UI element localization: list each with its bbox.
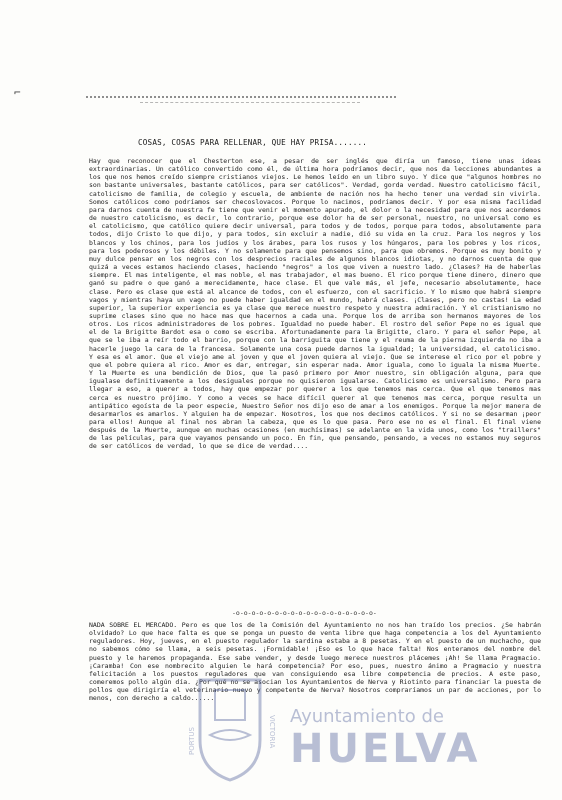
body-section-1	[89, 157, 541, 451]
paragraph-2: NADA SOBRE EL MERCADO. Pero es que los de la Comisión del Ayuntamiento no nos han traído los precios. ¿Se habrán olvidado? Lo que hace falta es que se ponga un puesto de venta libre que haga competencia a los del Ayuntamiento reguladores. Hoy, jueves, en el puesto regulador la sardina estaba a 8 pesetas. Y en el puesto de un muchacho, que no sabemos cómo se llama, a seis pesetas. ¡Formidable! ¡Eso es lo que hace falta! Nos enteramos del nombre del puesto y le haremos propaganda. Ese sabe vender, y desde luego merece nuestros plácemes ¡Ah! Se llama Pragmacio. ¡Caramba! Con ese nombrecito alguien le hará competencia? Por eso, pues, nuestro ánimo a Pragmacio y nuestra felicitación a los puestos reguladores que van consiguiendo esa libre competencia de precios. A este paso, comeremos pollo algún día. ¿Por qué no se asocian los Ayuntamientos de Nerva y Riotinto para financiar la puesta de pollos que dirigiría el veterinario nuevo y competente de Nerva? Nosotros compraríamos un par de acciones, por lo menos, con derecho a caldo......	[89, 621, 541, 703]
smudge-line-2	[140, 102, 360, 106]
watermark-line-2: HUELVA	[290, 726, 481, 772]
separator-line: -o-o-o-o-o-o-o-o-o-o-o-o-o-o-o-o-o-o-	[232, 609, 377, 617]
watermark-line-1: Ayuntamiento de	[290, 706, 444, 727]
document-title: COSAS, COSAS PARA RELLENAR, QUE HAY PRISA.......	[138, 138, 368, 147]
seal-text-right: VICTORIA	[268, 715, 276, 749]
body-section-2	[89, 621, 541, 703]
paragraph-1: Hay que reconocer que el Chesterton ese, a pesar de ser inglés que diría un famoso, tiene unas ideas extraordinarias. Un católico convertido como él, de última hora podríamos decir, que nos da lecciones abundantes a los que nos hemos creído siempre cristianos viejos. Le hemos leído en un libro suyo. Y dice que "algunos hombres no son bastante universales, bastante católicos, para ser católicos". Verdad, gorda verdad. Nuestro catolicismo fácil, catolicismo de familia, de colegio y escuela, de ambiente de nación nos ha hecho tener una verdad sin vivirla. Somos católicos como podríamos ser checoslovacos. Porque lo nacimos, podríamos decir. Y por esa misma facilidad para darnos cuenta de nuestra fe tiene que venir el momento apurado, el dolor o la necesidad para que nos acordemos de nuestro catolicismo, es decir, lo contrario, porque ese dolor ha de ser personal, nuestro, no universal como es el catolicismo, que católico quiere decir universal, para todos y de todos, porque para todos, absolutamente para todos, dijo Cristo lo que dijo, y para todos, sin excluir a nadie, dió su vida en la cruz. Para los negros y los blancos y los chinos, para los judíos y los árabes, para los rusos y los húngaros, para los pobres y los ricos, para los poderosos y los débiles. Y no solamente para que pensemos sino, para que obremos. Porque es muy bonito y muy dulce pensar en los negros con los desprecios raciales de algunos blancos idiotas, y no darnos cuenta de que quizá a veces estamos haciendo clases, haciendo "negros" a los que viven a nuestro lado. ¿Clases? Ha de haberlas siempre. El mas inteligente, el mas noble, el mas trabajador, el mas bueno. El rico porque tiene dinero, dinero que ganó su padre o que ganó a merecidamente, hace clase. El que vale más, el jefe, necesario absolutamente, hace clase. Pero es clase que está al alcance de todos, con el esfuerzo, con el sacrificio. Y lo mismo que habrá siempre vagos y mientras haya un vago no puede haber igualdad en el mundo, habrá clases. ¡Clases, pero no castas! La edad superior, la superior experiencia es ya clase que merece nuestro respeto y nuestra admiración. Y el cristianismo no suprime clases sino que no hace mas que hacernos a cada una. Porque los de arriba son hermanos mayores de los otros. Los ricos administradores de los pobres. Igualdad no puede haber. El rostro del señor Pepe no es igual que el de la Brigitte Bardot esa o como se escriba. Afortunadamente para la Brigitte, claro. Y para el señor Pepe, al que se le iba a reír todo el barrio, porque con la barriguita que tiene y el reuma de la pierna izquierda no iba a hacerle juego la cara de la francesa. Solamente una cosa puede darnos la igualdad; la universidad, el catolicismo. Y esa es el amor. Que el viejo ame al joven y que el joven quiera al viejo. Que se interese el rico por el pobre y que el pobre quiera al rico. Amor es dar, entregar, sin esperar nada. Amor iguala, como lo iguala la misma Muerte. Y la Muerte es una bendición de Dios, que la pasó primero por Amor nuestro, sin obligación alguna, para que igualase definitivamente a los desiguales porque no quisieron igualarse. Catolicismo es universalismo. Pero para llegar a eso, a querer a todos, hay que empezar por querer a los que tenemos mas cerca. Que el que tenemos mas cerca es nuestro prójimo. Y como a veces se hace difícil querer al que tenemos mas cerca, porque resulta un antipático egoísta de la peor especie, Nuestro Señor nos dijo eso de amar a los enemigos. Porque la mejor manera de desarmarlos es amarlos. Y alguien ha de empezar. Nosotros, los que nos decimos católicos. Y si no se desarman ¡peor para ellos! Aunque al final nos abran la cabeza, que es lo que pasa. Pero ese no es el final. El final viene después de la Muerte, aunque en muchas ocasiones (en muchísimas) se adelante en la vida unos, como los "traillers" de las películas, para que vayamos pensando un poco. En fin, que pensando, pensando, a veces no estamos muy seguros de ser católicos de verdad, lo que se dice de verdad....	[89, 157, 541, 451]
corner-mark: ⌐	[14, 86, 21, 99]
seal-text-left: PORTUS	[188, 727, 196, 755]
